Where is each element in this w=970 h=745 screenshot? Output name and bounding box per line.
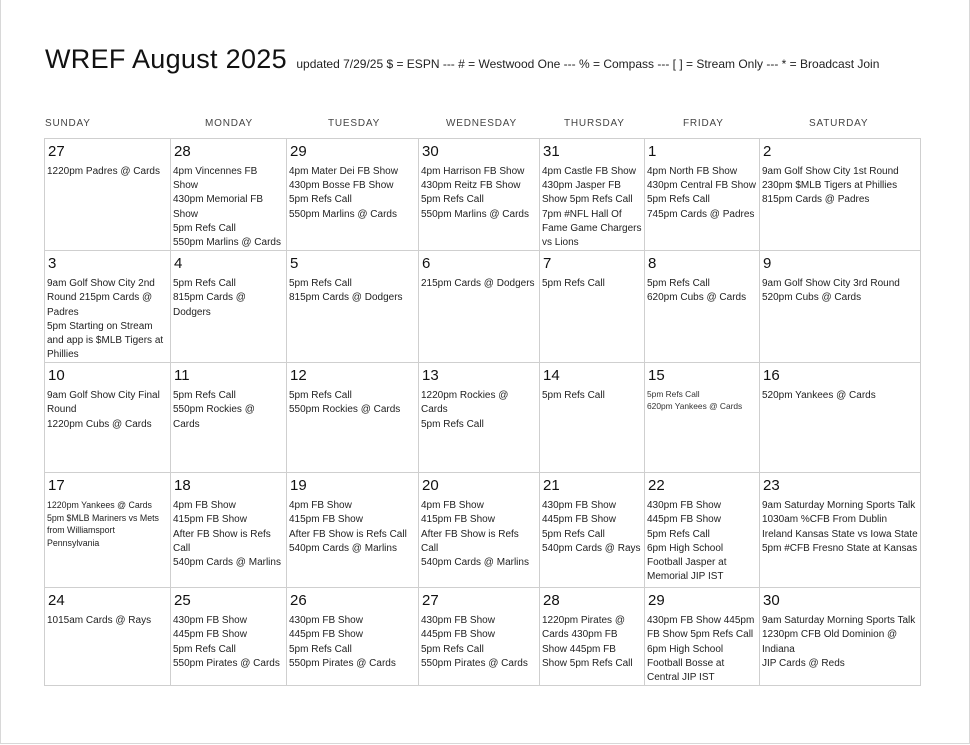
calendar-day-cell — [760, 473, 921, 588]
day-number: 28 — [543, 592, 560, 610]
calendar-day-cell — [45, 363, 171, 473]
event-entry: 4pm FB Show — [289, 500, 352, 512]
event-entry: 550pm Pirates @ Cards — [173, 657, 280, 669]
calendar-week-row — [45, 588, 921, 686]
event-entry: 550pm Marlins @ Cards — [421, 208, 529, 220]
weekday-label: WEDNESDAY — [446, 118, 517, 129]
day-number: 25 — [174, 592, 191, 610]
event-entry: 815pm Cards @ Dodgers — [173, 292, 246, 318]
day-number: 18 — [174, 477, 191, 495]
day-number: 13 — [422, 367, 439, 385]
calendar-day-cell — [645, 251, 760, 363]
calendar-day-cell — [760, 588, 921, 686]
event-entry: 5pm Refs Call — [289, 194, 352, 206]
event-entry: 540pm Cards @ Marlins — [421, 557, 529, 568]
event-entry: 5pm #CFB Fresno State at Kansas — [762, 542, 918, 554]
event-entry: 5pm Refs Call — [173, 390, 236, 402]
calendar-week-row — [45, 473, 921, 588]
event-entry: 5pm Refs Call — [542, 528, 605, 540]
day-number: 17 — [48, 477, 65, 495]
day-number: 5 — [290, 255, 299, 273]
calendar-day-cell — [540, 251, 645, 363]
calendar-day-cell — [287, 251, 419, 363]
event-entry: 1220pm Yankees @ Cards — [47, 500, 152, 511]
event-entry: 1030am %CFB From Dublin Ireland Kansas State vs Iowa State — [762, 514, 918, 540]
day-number: 19 — [290, 477, 307, 495]
event-entry: 4pm North FB Show — [647, 166, 738, 177]
day-number: 14 — [543, 367, 560, 385]
event-entry: 4pm FB Show — [173, 500, 236, 512]
event-entry: JIP Cards @ Reds — [762, 657, 845, 669]
event-entry: 9am Saturday Morning Sports Talk 1230pm CFB Old Dominion @ Indiana — [762, 615, 916, 655]
calendar-day-cell — [419, 251, 540, 363]
legend-subtitle: updated 7/29/25 $ = ESPN --- # = Westwood One --- % = Compass --- [ ] = Stream Only --- * = Broadcast Join — [296, 57, 880, 71]
day-number: 15 — [648, 367, 665, 385]
event-entry: 445pm FB Show — [647, 514, 721, 526]
event-entry: 415pm FB Show — [289, 514, 363, 526]
day-number: 26 — [290, 592, 307, 610]
event-entry: 430pm FB Show — [421, 615, 495, 627]
event-entry: 5pm Refs Call — [542, 278, 605, 290]
event-entry: 5pm $MLB Mariners vs Mets from Williamsport Pennsylvania — [47, 512, 159, 548]
calendar-day-cell — [171, 473, 287, 588]
calendar-day-cell — [760, 251, 921, 363]
event-entry: 4pm Vincennes FB Show — [173, 166, 258, 192]
day-number: 30 — [763, 592, 780, 610]
calendar-week-row — [45, 139, 921, 251]
calendar-day-cell — [171, 363, 287, 473]
event-entry: 430pm Memorial FB Show — [173, 194, 264, 220]
event-entry: 1220pm Rockies @ Cards — [421, 390, 509, 416]
event-entry: 5pm Refs Call — [421, 194, 484, 206]
day-number: 30 — [422, 143, 439, 160]
event-entry: 430pm Reitz FB Show — [421, 180, 521, 192]
calendar-header — [45, 44, 879, 75]
event-entry: 5pm Refs Call — [542, 390, 605, 402]
event-entry: 5pm Refs Call — [173, 222, 236, 234]
day-number: 20 — [422, 477, 439, 495]
event-entry: 9am Golf Show City 2nd Round 215pm Cards @ Padres — [47, 278, 155, 318]
calendar-day-cell — [645, 139, 760, 251]
calendar-day-cell — [171, 251, 287, 363]
event-entry: 5pm Refs Call — [421, 643, 484, 655]
event-entry: 9am Golf Show City Final Round — [47, 390, 160, 416]
event-entry: 415pm FB Show — [173, 514, 247, 526]
event-entry: 430pm FB Show — [542, 500, 616, 512]
day-number: 1 — [648, 143, 657, 160]
event-entry: 5pm Starting on Stream and app is $MLB Tigers at Phillies — [47, 320, 164, 361]
event-entry: 5pm Refs Call — [289, 390, 352, 402]
event-entry: 5pm Refs Call — [647, 389, 700, 400]
event-entry: 445pm FB Show — [173, 629, 247, 641]
weekday-header-row — [44, 118, 920, 132]
day-number: 11 — [174, 367, 190, 385]
weekday-label: MONDAY — [205, 118, 253, 129]
day-number: 9 — [763, 255, 772, 273]
calendar-day-cell — [760, 363, 921, 473]
event-entry: 9am Saturday Morning Sports Talk — [762, 500, 916, 512]
event-entry: 550pm Pirates @ Cards — [421, 657, 528, 669]
calendar-day-cell — [287, 139, 419, 251]
event-entry: After FB Show is Refs Call — [421, 528, 519, 554]
event-entry: 550pm Marlins @ Cards — [173, 236, 281, 248]
calendar-day-cell — [171, 588, 287, 686]
event-entry: 5pm Refs Call — [289, 643, 352, 655]
event-entry: 520pm Cubs @ Cards — [762, 292, 862, 304]
day-number: 7 — [543, 255, 552, 273]
weekday-label: TUESDAY — [328, 118, 381, 129]
calendar-day-cell — [45, 588, 171, 686]
calendar-day-cell — [540, 473, 645, 588]
calendar-day-cell — [287, 473, 419, 588]
calendar-day-cell — [419, 588, 540, 686]
calendar-day-cell — [645, 588, 760, 686]
day-number: 21 — [543, 477, 560, 495]
event-entry: 4pm Castle FB Show — [542, 166, 636, 177]
calendar-day-cell — [45, 139, 171, 251]
event-entry: 430pm FB Show — [647, 500, 721, 512]
event-entry: 745pm Cards @ Padres — [647, 208, 755, 220]
weekday-label: THURSDAY — [564, 118, 625, 129]
calendar-body — [45, 139, 921, 686]
event-entry: 540pm Cards @ Rays — [542, 542, 641, 554]
event-entry: 6pm High School Football Jasper at Memorial JIP IST — [647, 542, 727, 583]
calendar-day-cell — [419, 473, 540, 588]
day-number: 29 — [290, 143, 307, 160]
calendar-day-cell — [540, 139, 645, 251]
day-number: 27 — [422, 592, 439, 610]
calendar-day-cell — [760, 139, 921, 251]
calendar-day-cell — [171, 139, 287, 251]
calendar-week-row — [45, 363, 921, 473]
calendar-day-cell — [287, 363, 419, 473]
weekday-label: SATURDAY — [809, 118, 869, 129]
event-entry: 5pm Refs Call — [647, 528, 710, 540]
weekday-label: SUNDAY — [45, 118, 91, 129]
event-entry: 1220pm Cubs @ Cards — [47, 418, 152, 430]
event-entry: 5pm Refs Call — [421, 418, 484, 430]
event-entry: 550pm Marlins @ Cards — [289, 208, 397, 220]
calendar-day-cell — [419, 363, 540, 473]
day-number: 4 — [174, 255, 183, 273]
event-entry: 1220pm Padres @ Cards — [47, 166, 160, 177]
weekday-label: FRIDAY — [683, 118, 724, 129]
day-number: 28 — [174, 143, 191, 160]
event-entry: 9am Golf Show City 3rd Round — [762, 278, 900, 290]
event-entry: After FB Show is Refs Call — [173, 528, 271, 554]
day-number: 27 — [48, 143, 65, 160]
event-entry: 5pm Refs Call — [289, 278, 352, 290]
day-number: 12 — [290, 367, 307, 385]
event-entry: 550pm Pirates @ Cards — [289, 657, 396, 669]
day-number: 2 — [763, 143, 772, 160]
event-entry: 430pm FB Show 445pm FB Show 5pm Refs Call — [647, 615, 755, 641]
event-entry: 230pm $MLB Tigers at Phillies — [762, 180, 898, 192]
day-number: 16 — [763, 367, 780, 385]
event-entry: 620pm Cubs @ Cards — [647, 292, 747, 304]
event-entry: 445pm FB Show — [289, 629, 363, 641]
event-entry: 5pm Refs Call — [647, 278, 710, 290]
event-entry: 540pm Cards @ Marlins — [289, 542, 397, 554]
event-entry: 415pm FB Show — [421, 514, 495, 526]
event-entry: 815pm Cards @ Dodgers — [289, 292, 403, 304]
calendar-day-cell — [45, 251, 171, 363]
calendar-title: WREF August 2025 — [45, 44, 287, 74]
event-entry: 520pm Yankees @ Cards — [762, 390, 876, 402]
day-number: 3 — [48, 255, 57, 273]
calendar-week-row — [45, 251, 921, 363]
event-entry: 550pm Rockies @ Cards — [289, 404, 401, 416]
event-entry: 7pm #NFL Hall Of Fame Game Chargers vs Lions — [542, 208, 642, 248]
day-number: 22 — [648, 477, 665, 495]
event-entry: 430pm FB Show — [289, 615, 363, 627]
day-number: 8 — [648, 255, 657, 273]
event-entry: 4pm Mater Dei FB Show — [289, 166, 398, 177]
event-entry: 550pm Rockies @ Cards — [173, 404, 255, 430]
calendar-day-cell — [45, 473, 171, 588]
event-entry: 5pm Refs Call — [173, 278, 236, 290]
event-entry: 445pm FB Show — [421, 629, 495, 641]
day-number: 6 — [422, 255, 431, 273]
day-number: 24 — [48, 592, 65, 610]
event-entry: 1220pm Pirates @ Cards 430pm FB Show 445pm FB Show 5pm Refs Call — [542, 615, 633, 669]
event-entry: 430pm Bosse FB Show — [289, 180, 394, 192]
event-entry: 9am Golf Show City 1st Round — [762, 166, 899, 177]
day-number: 31 — [543, 143, 560, 160]
event-entry: 4pm Harrison FB Show — [421, 166, 525, 177]
event-entry: 430pm Central FB Show — [647, 180, 756, 192]
event-entry: 540pm Cards @ Marlins — [173, 557, 281, 568]
event-entry: 620pm Yankees @ Cards — [647, 401, 743, 412]
event-entry: 215pm Cards @ Dodgers — [421, 278, 535, 290]
calendar-day-cell — [540, 363, 645, 473]
event-entry: After FB Show is Refs Call — [289, 528, 407, 540]
event-entry: 430pm Jasper FB Show 5pm Refs Call — [542, 180, 633, 206]
calendar-day-cell — [645, 363, 760, 473]
calendar-day-cell — [287, 588, 419, 686]
calendar-day-cell — [645, 473, 760, 588]
event-entry: 5pm Refs Call — [647, 194, 710, 206]
event-entry: 5pm Refs Call — [173, 643, 236, 655]
event-entry: 6pm High School Football Bosse at Central JIP IST — [647, 643, 725, 683]
event-entry: 1015am Cards @ Rays — [47, 615, 152, 627]
event-entry: 430pm FB Show — [173, 615, 247, 627]
day-number: 23 — [763, 477, 780, 495]
day-number: 10 — [48, 367, 65, 385]
event-entry: 445pm FB Show — [542, 514, 616, 526]
day-number: 29 — [648, 592, 665, 610]
calendar-day-cell — [540, 588, 645, 686]
calendar-day-cell — [419, 139, 540, 251]
event-entry: 815pm Cards @ Padres — [762, 194, 870, 206]
calendar-grid — [44, 138, 921, 686]
event-entry: 4pm FB Show — [421, 500, 484, 512]
